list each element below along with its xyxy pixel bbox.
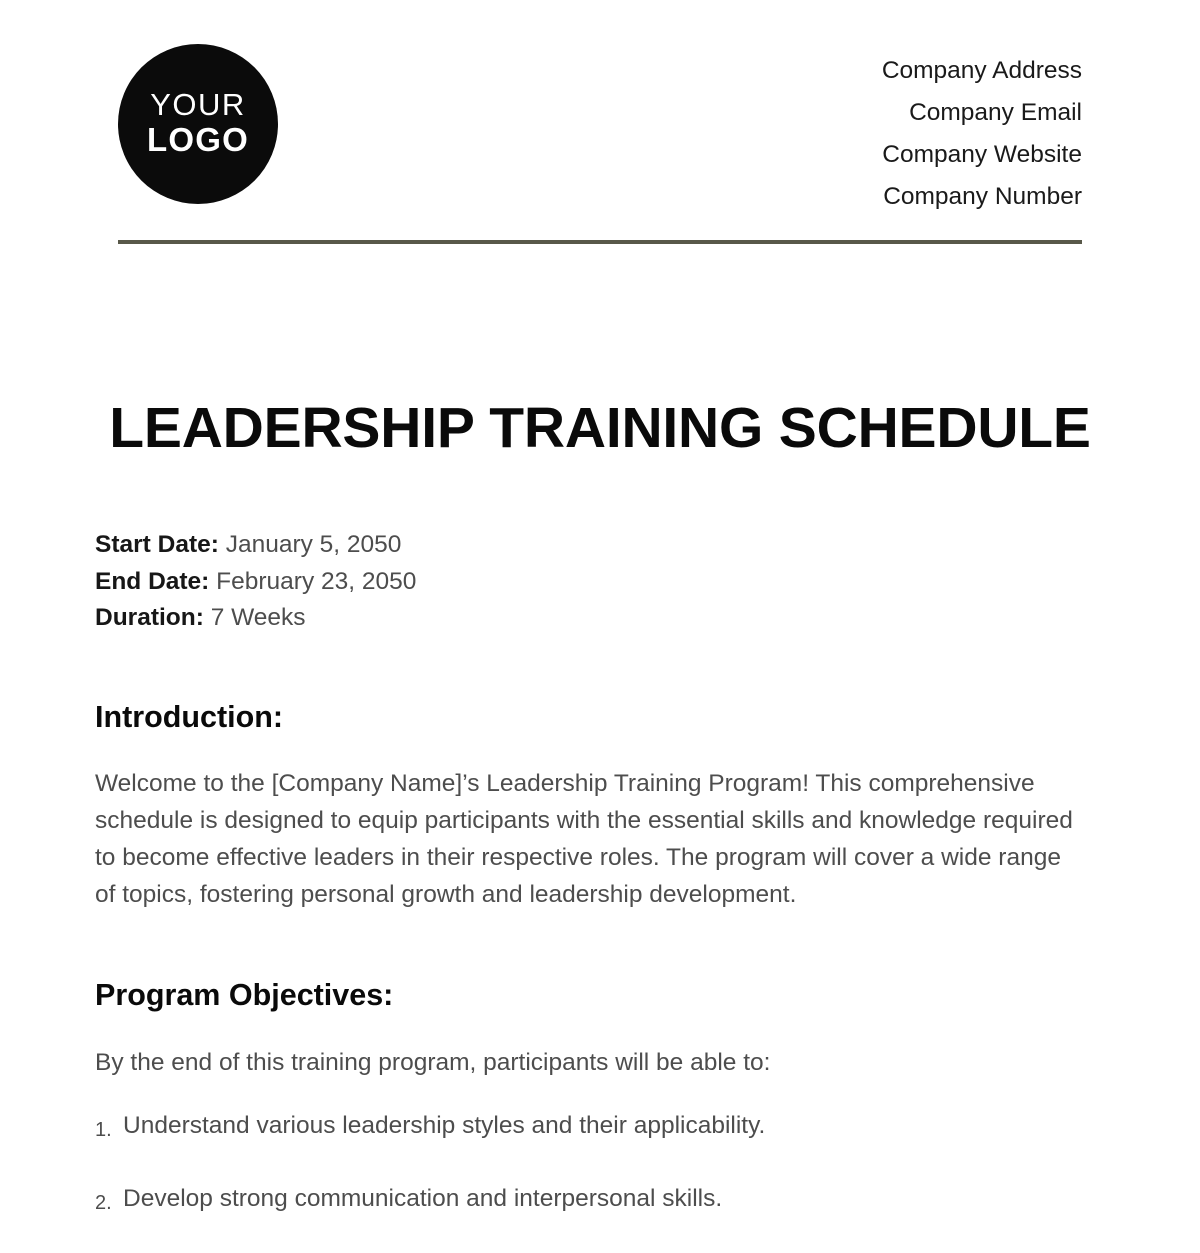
- objectives-lead-in: By the end of this training program, participants will be able to:: [95, 1048, 771, 1076]
- meta-start-date: [95, 527, 1075, 564]
- list-item-number: 1.: [95, 1118, 112, 1141]
- document-body: [95, 527, 1075, 1253]
- introduction-paragraph: Welcome to the [Company Name]’s Leadership Training Program! This comprehensive schedule is designed to equip participants with the essential skills and knowledge required to become effective leaders in their respective roles. The program will cover a wide range of topics, fostering personal growth and leadership development.: [95, 770, 1073, 909]
- logo-text-secondary: LOGO: [147, 121, 249, 159]
- list-item-number: 2.: [95, 1191, 112, 1214]
- logo-text-primary: YOUR: [150, 87, 246, 123]
- list-item-text: Develop strong communication and interpersonal skills.: [123, 1184, 723, 1212]
- meta-end-date-value: February 23, 2050: [216, 567, 417, 595]
- contact-company-website: Company Website: [882, 141, 1082, 168]
- contact-company-email: Company Email: [909, 99, 1082, 126]
- meta-duration: [95, 600, 1075, 637]
- schedule-meta: [95, 527, 1075, 637]
- page-title: LEADERSHIP TRAINING SCHEDULE: [109, 396, 1091, 460]
- meta-duration-label: Duration:: [95, 604, 204, 631]
- document-header: [118, 44, 1082, 216]
- meta-end-date: [95, 564, 1075, 601]
- meta-start-date-value: January 5, 2050: [225, 531, 402, 558]
- contact-company-address: Company Address: [881, 57, 1082, 84]
- contact-company-number: Company Number: [883, 183, 1082, 210]
- objectives-heading: Program Objectives:: [95, 978, 394, 1013]
- company-contact-block: [882, 44, 1082, 218]
- meta-start-date-label: Start Date:: [95, 531, 219, 558]
- meta-duration-value: 7 Weeks: [210, 604, 306, 631]
- list-item: [95, 1107, 1075, 1146]
- objectives-list: [95, 1107, 1075, 1219]
- introduction-heading: Introduction:: [95, 699, 284, 734]
- header-divider: [118, 240, 1082, 244]
- list-item: [95, 1180, 1075, 1219]
- meta-end-date-label: End Date:: [95, 567, 210, 595]
- company-logo: [118, 44, 278, 204]
- list-item-text: Understand various leadership styles and their applicability.: [123, 1111, 766, 1139]
